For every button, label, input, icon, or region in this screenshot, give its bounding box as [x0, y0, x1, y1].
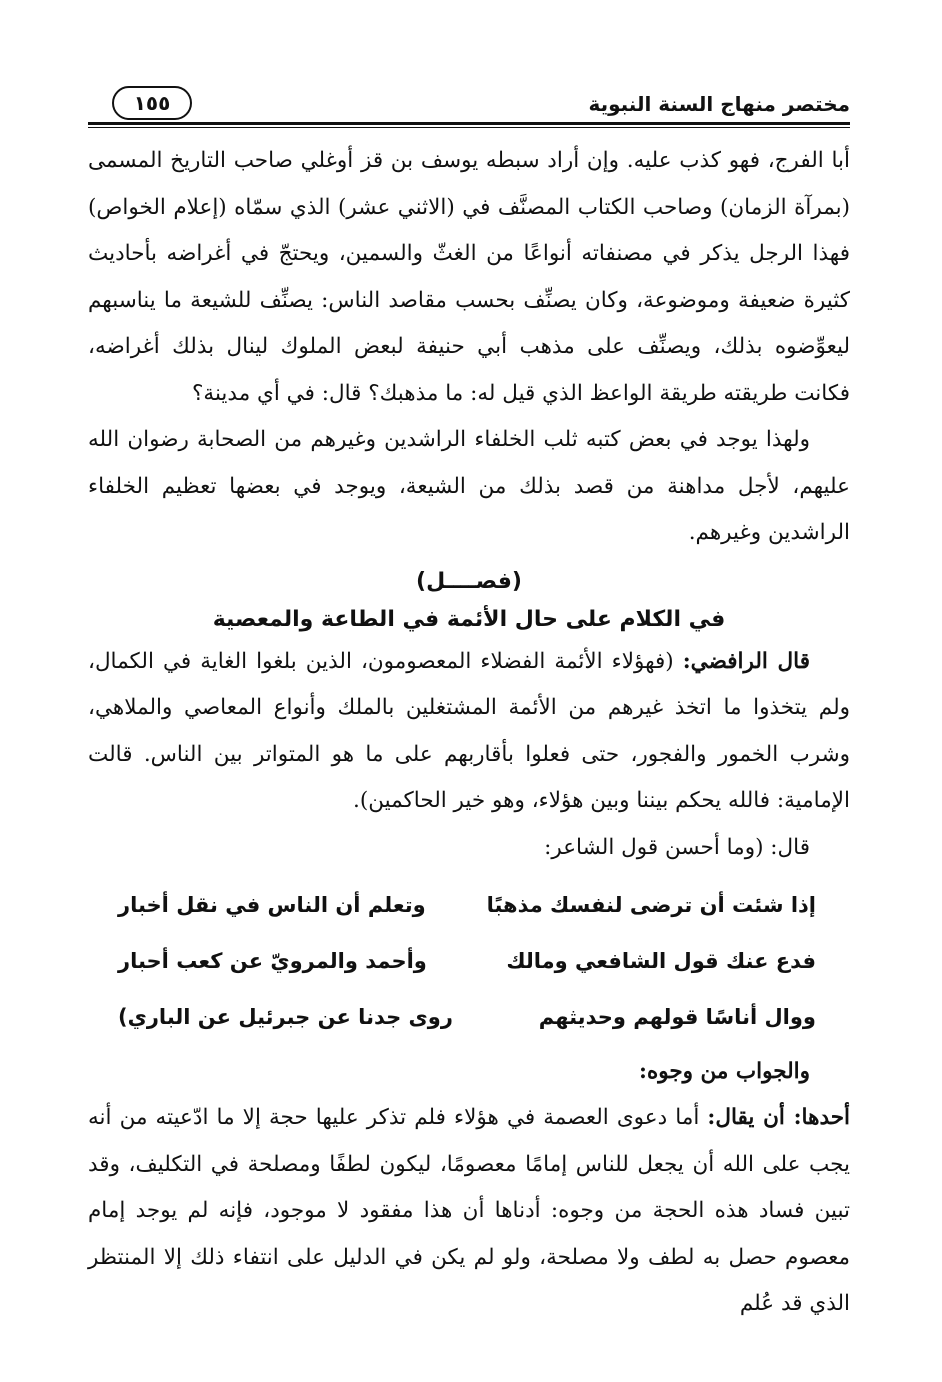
- paragraph-abu-al-faraj: أبا الفرج، فهو كذب عليه. وإن أراد سبطه يوسف بن قز أوغلي صاحب التاريخ المسمى (بمرآة الزمان) وصاحب الكتاب المصنَّف في (الاثني عشر) الذي سمّاه (إعلام الخواص) فهذا الرجل يذكر في مصنفاته أنواعًا من الغثّ والسمين، ويحتجّ في أغراضه بأحاديث كثيرة ضعيفة وموضوعة، وكان يصنِّف بحسب مقاصد الناس: يصنِّف للشيعة ما يناسبهم ليعوِّضوه بذلك، ويصنِّف على مذهب أبي حنيفة لبعض الملوك لينال بذلك أغراضه، فكانت طريقته طريقة الواعظ الذي قيل له: ما مذهبك؟ قال: في أي مدينة؟: [88, 148, 850, 406]
- section-subtitle: في الكلام على حال الأئمة في الطاعة والمعصية: [212, 606, 726, 632]
- paragraph-text: (فهؤلاء الأئمة الفضلاء المعصومون، الذين بلغوا الغاية في الكمال، ولم يتخذوا ما اتخذ غيرهم من الأئمة المشتغلين بالملك وأنواع المعاصي والملاهي، وشرب الخمور والفجور، حتى فعلوا بأقاربهم على ما هو المتواتر بين الناس. قالت الإمامية: فالله يحكم بيننا وبين هؤلاء، وهو خير الحاكمين).: [88, 648, 850, 813]
- verse-first-half: ووال أناسًا قولهم وحديثهم: [538, 1005, 816, 1029]
- paragraph-poet-intro: قال: (وما أحسن قول الشاعر:: [544, 834, 810, 860]
- poem-verse: [88, 933, 850, 989]
- verse-second-half: وتعلم أن الناس في نقل أخبار: [118, 893, 426, 917]
- page-number: ١٥٥: [112, 86, 192, 120]
- paragraph-first-answer: [88, 1095, 850, 1328]
- verse-first-half: إذا شئت أن ترضى لنفسك مذهبًا: [486, 893, 816, 917]
- section-title: (فصــــل): [416, 568, 522, 594]
- book-page: [88, 78, 850, 1328]
- running-title: مختصر منهاج السنة النبوية: [588, 92, 850, 116]
- verse-second-half: روى جدنا عن جبرئيل عن الباري): [118, 1005, 453, 1029]
- header-rule-thin: [88, 127, 850, 128]
- answers-heading: والجواب من وجوه:: [639, 1059, 810, 1084]
- paragraph-lead: قال الرافضي:: [682, 648, 810, 674]
- poem-verse: [88, 989, 850, 1045]
- paragraph-khulafa: ولهذا يوجد في بعض كتبه ثلب الخلفاء الراشدين وغيرهم من الصحابة رضوان الله عليهم، لأجل مداهنة من قصد بذلك من الشيعة، ويوجد في بعضها تعظيم الخلفاء الراشدين وغيرهم.: [88, 427, 850, 545]
- paragraph-rafidi-claim: [88, 639, 850, 825]
- poem-verse: [88, 877, 850, 933]
- paragraph-text: أما دعوى العصمة في هؤلاء فلم تذكر عليها حجة إلا ما ادّعيته من أنه يجب على الله أن يجعل للناس إمامًا معصومًا، ليكون لطفًا ومصلحة في التكليف، وقد تبين فساد هذه الحجة من وجوه: أدناها أن هذا مفقود لا موجود، فإنه لم يوجد إمام معصوم حصل به لطف ولا مصلحة، ولو لم يكن في الدليل على انتفاء ذلك إلا المنتظر الذي قد عُلم: [88, 1105, 850, 1316]
- poem: [88, 877, 850, 1045]
- paragraph-lead: أحدها: أن يقال:: [707, 1105, 850, 1130]
- page-header: [88, 78, 850, 126]
- verse-second-half: وأحمد والمرويّ عن كعب أحبار: [118, 949, 427, 973]
- header-rule: [88, 122, 850, 125]
- page-body: [88, 138, 850, 1328]
- verse-first-half: فدع عنك قول الشافعي ومالك: [506, 949, 816, 973]
